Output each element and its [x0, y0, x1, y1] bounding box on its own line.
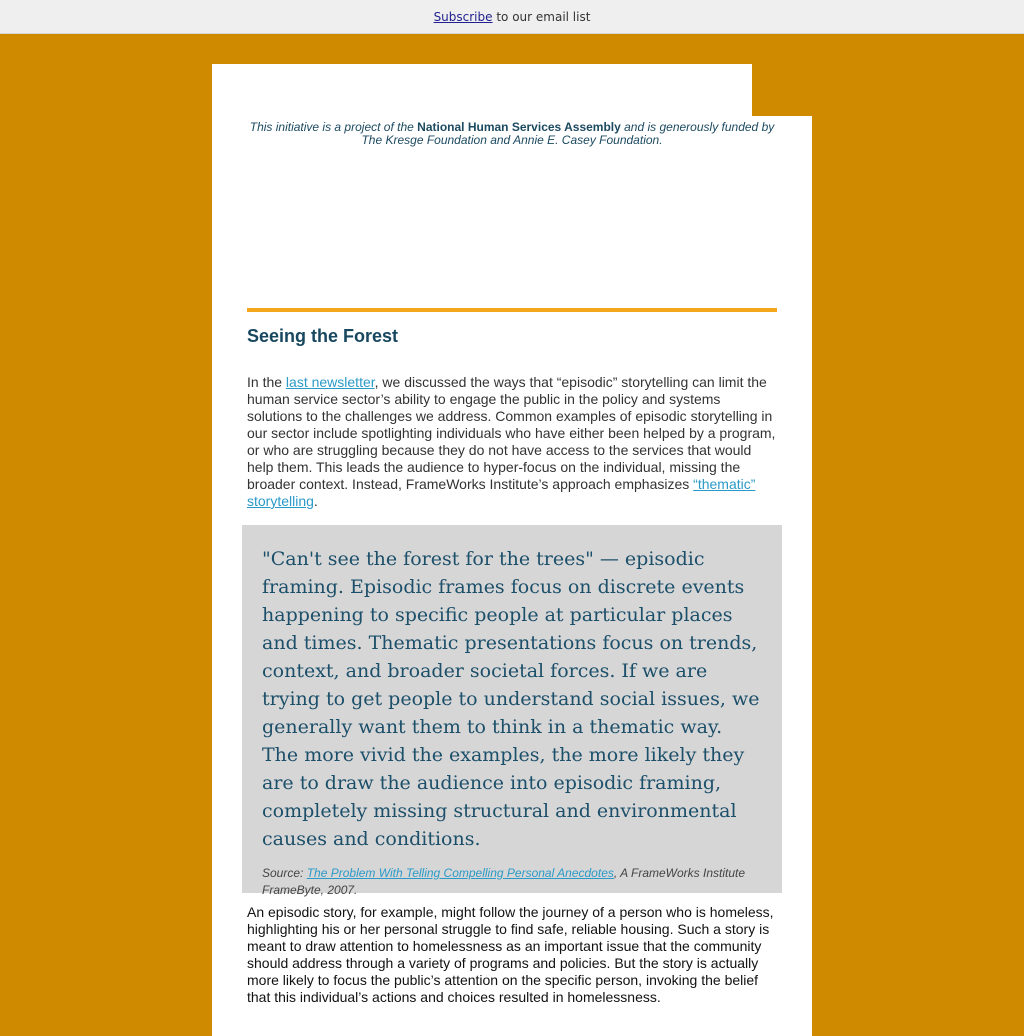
header-panel — [212, 64, 752, 124]
quote-callout — [242, 525, 782, 897]
intro-paragraph — [247, 374, 779, 510]
credit-prefix: This initiative is a project of the — [249, 120, 418, 134]
quote-text: "Can't see the forest for the trees" — episodic framing. Episodic frames focus on discrete events happening to specific people at particular places and times. Thematic presentations focus on trends, context, and broader societal forces. If we are trying to get people to understand social issues, we generally want them to think in a thematic way. The more vivid the examples, the more likely they are to draw the audience into episodic framing, completely missing structural and environmental causes and conditions. — [262, 548, 760, 850]
subscribe-suffix: to our email list — [492, 10, 591, 24]
last-newsletter-link[interactable]: last newsletter — [285, 374, 375, 390]
thematic-storytelling-link[interactable]: “thematic” storytelling — [247, 476, 756, 509]
subscribe-link[interactable]: Subscribe — [433, 10, 493, 24]
credit-suffix: and is generously funded by The Kresge Foundation and Annie E. Casey Foundation. — [361, 120, 775, 147]
funding-credit — [248, 121, 776, 147]
source-suffix: , A FrameWorks Institute FrameByte, 2007. — [262, 866, 746, 897]
article-title: Seeing the Forest — [247, 326, 399, 346]
intro-text-middle: , we discussed the ways that “episodic” storytelling can limit the human service sector’s ability to engage the public in the policy and systems solutions to the challenges we address. Common examples of episodic storytelling in our sector include spotlighting individuals who have either been helped by a program, or who are struggling because they do not have access to the services that would help them. This leads the audience to hyper-focus on the individual, missing the broader context. Instead, FrameWorks Institute’s approach emphasizes — [247, 374, 776, 492]
source-link[interactable]: The Problem With Telling Compelling Personal Anecdotes — [306, 866, 614, 880]
subscribe-bar — [0, 0, 1024, 34]
intro-text-start: In the — [247, 374, 286, 390]
intro-text-end: . — [313, 493, 318, 509]
quote-source — [262, 865, 762, 899]
source-prefix: Source: — [262, 866, 307, 880]
section-divider — [247, 308, 777, 312]
body-paragraph: An episodic story, for example, might follow the journey of a person who is homeless, highlighting his or her personal struggle to find safe, reliable housing. Such a story is meant to draw attention to homelessness as an important issue that the community should address through a variety of programs and policies. But the story is actually more likely to focus the public’s attention on the specific person, invoking the belief that this individual’s actions and choices resulted in homelessness. — [247, 904, 774, 1005]
credit-org: National Human Services Assembly — [417, 120, 621, 134]
